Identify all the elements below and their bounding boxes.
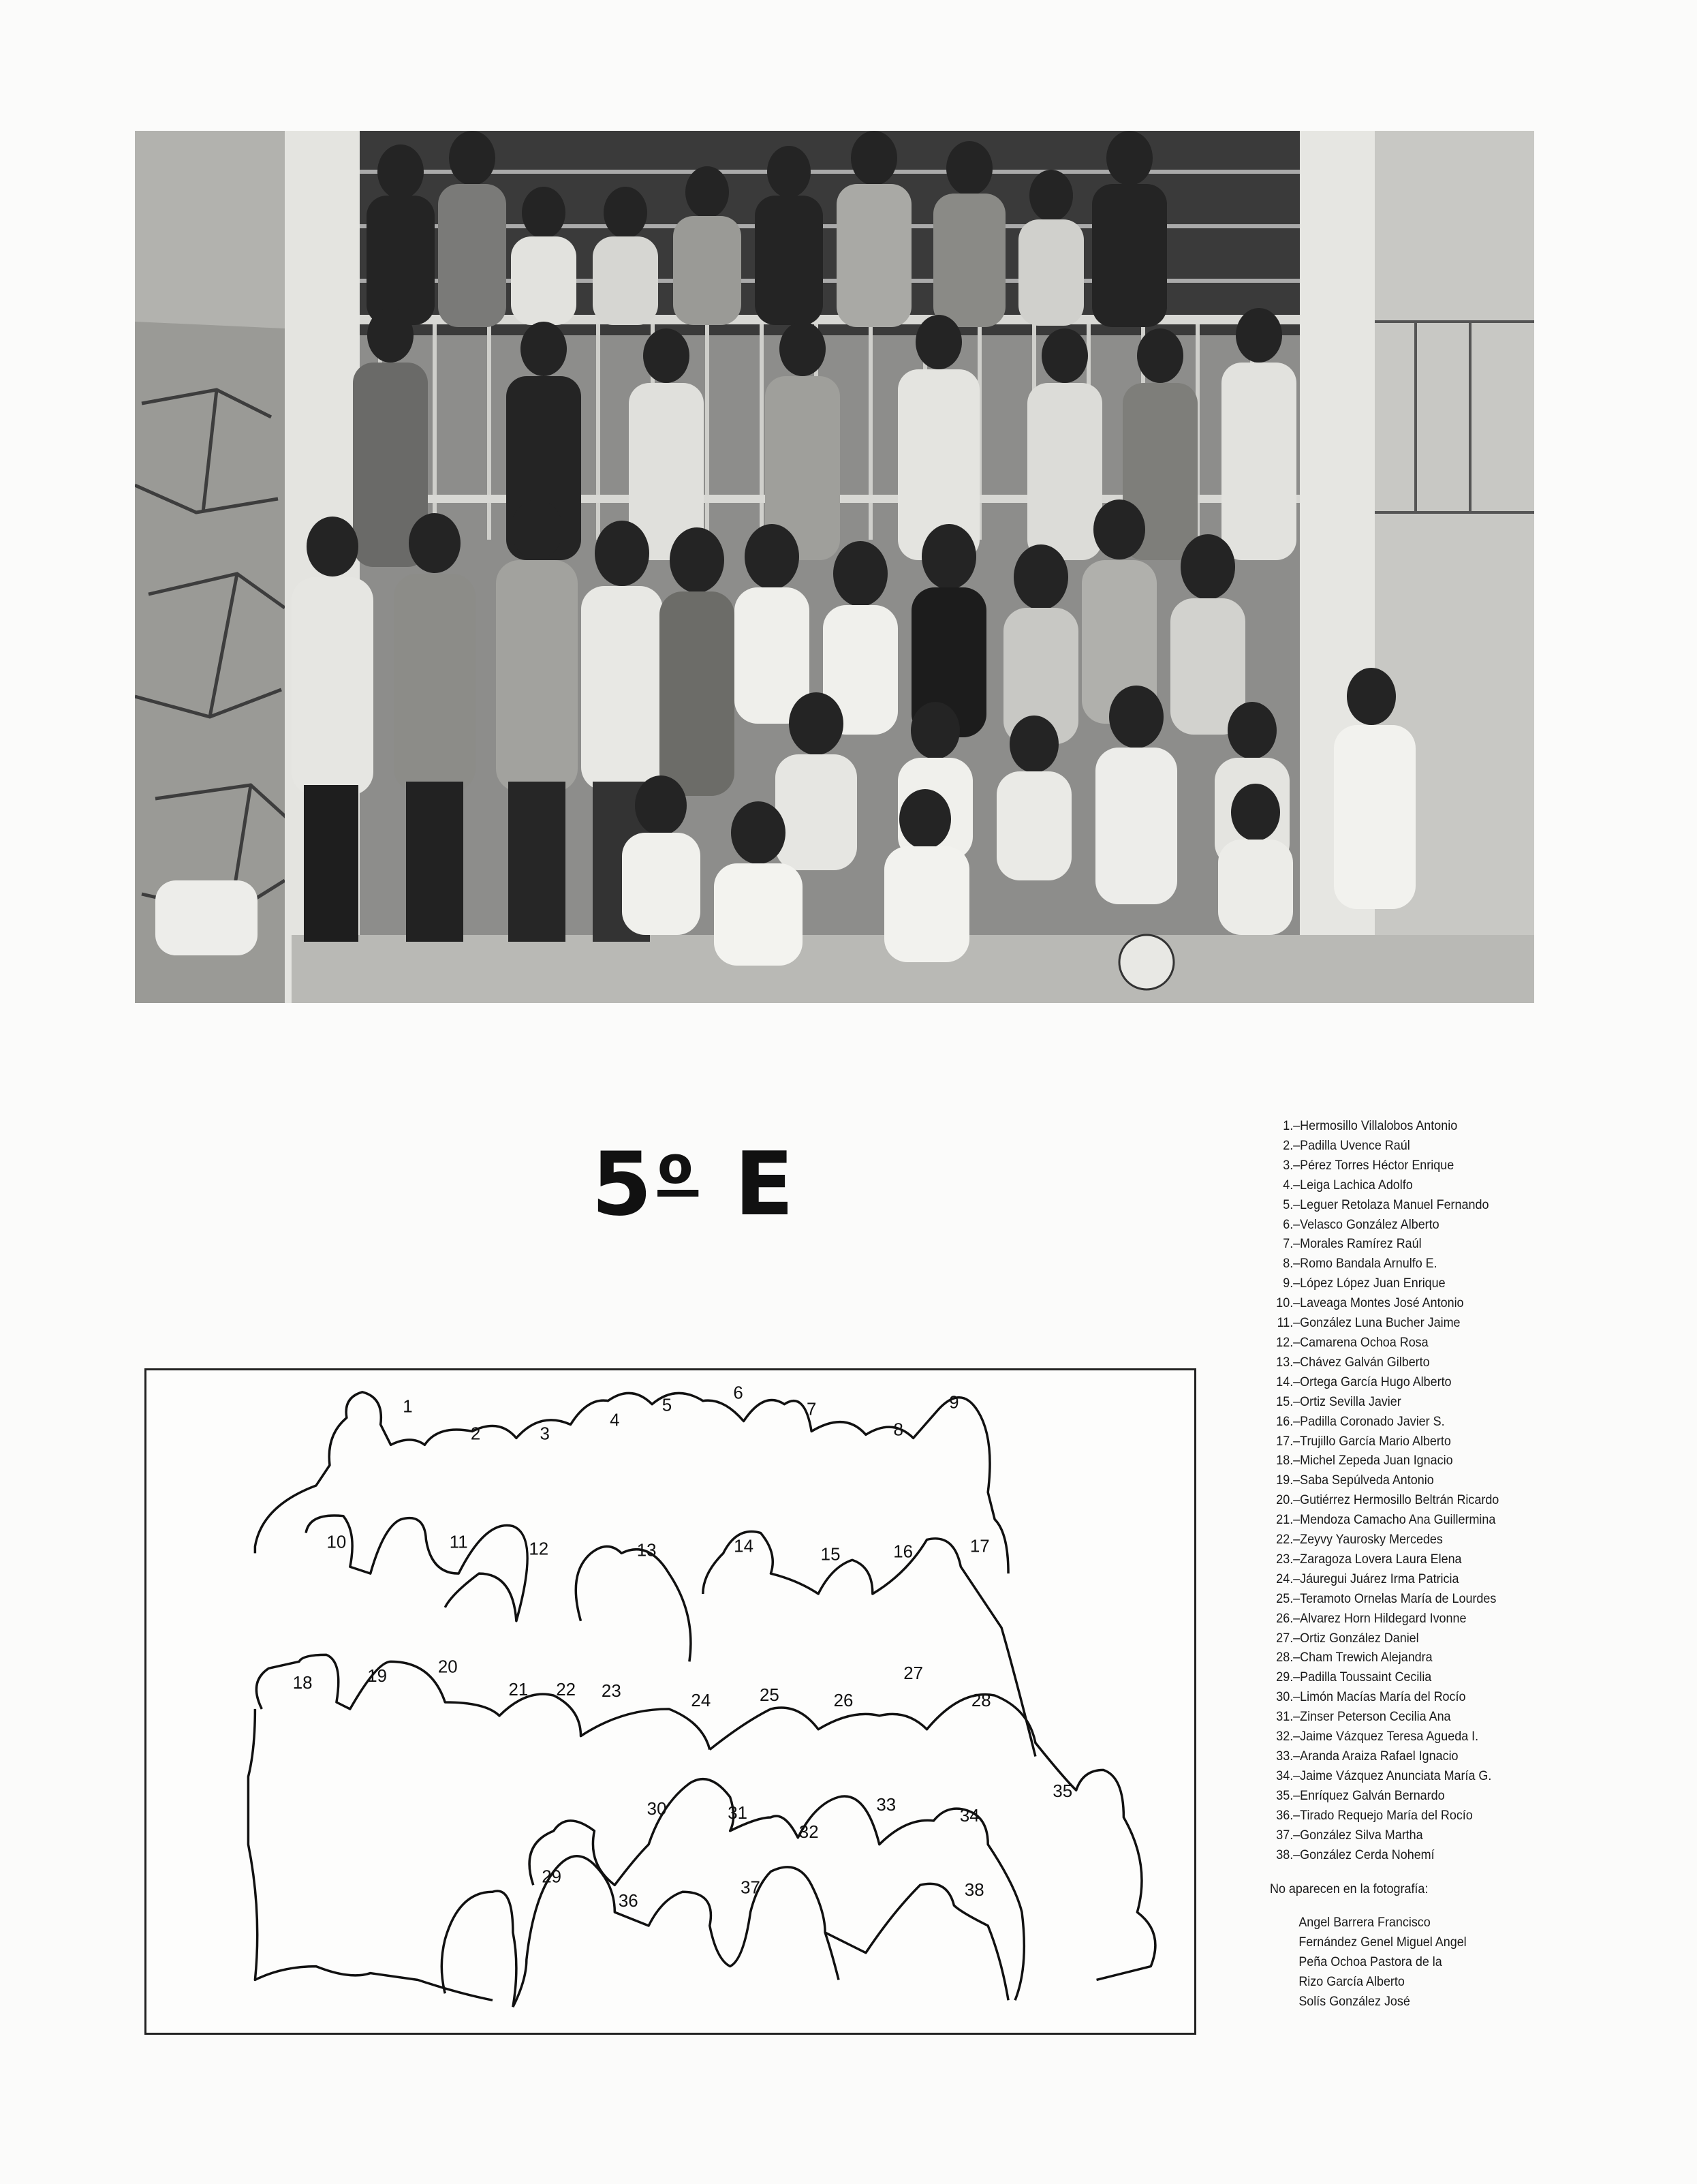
student-number: 33.– <box>1276 1749 1301 1764</box>
absent-heading: No aparecen en la fotografía: <box>1270 1881 1429 1897</box>
group-photo-image <box>135 131 1534 1003</box>
student-item <box>1270 1687 1558 1707</box>
student-number: 29.– <box>1276 1670 1301 1685</box>
student-item <box>1270 1727 1558 1747</box>
student-item <box>1270 1234 1558 1254</box>
student-item <box>1270 1707 1558 1727</box>
student-name: López López Juan Enrique <box>1300 1276 1446 1291</box>
class-group-photo <box>135 131 1534 1003</box>
diagram-label-21: 21 <box>508 1680 529 1700</box>
diagram-label-9: 9 <box>949 1393 959 1413</box>
student-number: 15.– <box>1276 1394 1301 1409</box>
student-name: Hermosillo Villalobos Antonio <box>1300 1118 1458 1133</box>
student-name: Ortiz Sevilla Javier <box>1300 1394 1401 1409</box>
student-item <box>1270 1372 1558 1392</box>
student-roster <box>1270 1116 1558 2012</box>
student-item <box>1270 1215 1558 1235</box>
diagram-label-2: 2 <box>470 1424 481 1444</box>
student-number: 24.– <box>1276 1571 1301 1586</box>
diagram-label-16: 16 <box>893 1542 914 1562</box>
student-name: Zinser Peterson Cecilia Ana <box>1300 1709 1451 1725</box>
student-list <box>1270 1116 1558 1864</box>
student-number: 19.– <box>1276 1473 1301 1488</box>
absent-item: Rizo García Alberto <box>1298 1974 1405 1990</box>
student-number: 12.– <box>1276 1334 1301 1350</box>
diagram-label-37: 37 <box>741 1878 760 1898</box>
student-name: Chávez Galván Gilberto <box>1300 1354 1430 1370</box>
class-group: E <box>734 1134 800 1235</box>
student-name: González Silva Martha <box>1300 1827 1423 1843</box>
student-name: Limón Macías María del Rocío <box>1300 1689 1466 1705</box>
diagram-label-4: 4 <box>610 1411 620 1430</box>
student-name: Zeyvy Yaurosky Mercedes <box>1300 1532 1443 1548</box>
student-number: 30.– <box>1276 1689 1301 1705</box>
student-item <box>1270 1333 1558 1353</box>
student-number: 32.– <box>1276 1729 1301 1744</box>
student-number: 7.– <box>1283 1236 1301 1252</box>
student-item <box>1270 1667 1558 1687</box>
student-number: 36.– <box>1276 1807 1301 1823</box>
student-name: Michel Zepeda Juan Ignacio <box>1300 1453 1453 1468</box>
student-item <box>1270 1432 1558 1451</box>
student-item <box>1270 1786 1558 1806</box>
diagram-label-33: 33 <box>876 1796 897 1815</box>
student-number: 1.– <box>1283 1118 1301 1133</box>
student-item <box>1270 1175 1558 1195</box>
student-number: 13.– <box>1276 1354 1301 1370</box>
student-name: Jáuregui Juárez Irma Patricia <box>1300 1571 1459 1586</box>
student-item <box>1270 1550 1558 1569</box>
student-name: Romo Bandala Arnulfo E. <box>1300 1256 1437 1272</box>
student-item <box>1270 1629 1558 1648</box>
student-name: Laveaga Montes José Antonio <box>1300 1295 1464 1311</box>
student-name: Ortega García Hugo Alberto <box>1300 1374 1452 1389</box>
student-name: Tirado Requejo María del Rocío <box>1300 1807 1473 1823</box>
diagram-label-24: 24 <box>691 1691 711 1710</box>
diagram-label-34: 34 <box>959 1806 980 1826</box>
student-item <box>1270 1353 1558 1372</box>
absent-item: Angel Barrera Francisco <box>1298 1915 1431 1931</box>
diagram-label-8: 8 <box>893 1420 903 1440</box>
diagram-label-11: 11 <box>449 1533 468 1552</box>
student-number: 6.– <box>1283 1216 1301 1232</box>
diagram-label-25: 25 <box>760 1686 779 1705</box>
diagram-label-29: 29 <box>542 1867 562 1887</box>
student-item <box>1270 1845 1558 1865</box>
student-name: Cham Trewich Alejandra <box>1300 1650 1433 1665</box>
student-number: 37.– <box>1276 1827 1301 1843</box>
student-name: Jaime Vázquez Anunciata María G. <box>1300 1768 1492 1783</box>
student-item <box>1270 1195 1558 1215</box>
student-name: Jaime Vázquez Teresa Agueda I. <box>1300 1729 1479 1744</box>
student-item <box>1270 1392 1558 1412</box>
diagram-label-23: 23 <box>601 1682 621 1702</box>
student-number: 26.– <box>1276 1610 1301 1626</box>
diagram-label-36: 36 <box>618 1892 638 1911</box>
student-item <box>1270 1530 1558 1550</box>
student-name: Camarena Ochoa Rosa <box>1300 1334 1429 1350</box>
student-item <box>1270 1451 1558 1471</box>
student-name: Leguer Retolaza Manuel Fernando <box>1300 1197 1489 1212</box>
student-item <box>1270 1569 1558 1589</box>
student-name: Alvarez Horn Hildegard Ivonne <box>1300 1610 1467 1626</box>
diagram-label-22: 22 <box>556 1680 576 1700</box>
student-name: Padilla Coronado Javier S. <box>1300 1413 1445 1429</box>
student-name: Padilla Toussaint Cecilia <box>1300 1670 1432 1685</box>
student-number: 3.– <box>1283 1157 1301 1173</box>
student-item <box>1270 1136 1558 1156</box>
student-item <box>1270 1510 1558 1530</box>
student-number: 10.– <box>1276 1295 1301 1311</box>
diagram-label-10: 10 <box>326 1533 347 1552</box>
student-item <box>1270 1766 1558 1786</box>
student-number: 27.– <box>1276 1630 1301 1646</box>
diagram-label-38: 38 <box>964 1881 984 1901</box>
student-name: González Luna Bucher Jaime <box>1300 1315 1461 1331</box>
student-item <box>1270 1747 1558 1766</box>
class-grade: 5 <box>591 1134 658 1235</box>
student-number: 38.– <box>1276 1847 1301 1862</box>
student-item <box>1270 1313 1558 1333</box>
student-name: Trujillo García Mario Alberto <box>1300 1433 1451 1449</box>
student-name: Gutiérrez Hermosillo Beltrán Ricardo <box>1300 1492 1499 1508</box>
diagram-label-27: 27 <box>903 1664 924 1684</box>
student-item <box>1270 1274 1558 1293</box>
student-name: Enríquez Galván Bernardo <box>1300 1787 1445 1803</box>
student-item <box>1270 1156 1558 1175</box>
student-item <box>1270 1826 1558 1845</box>
student-name: Teramoto Ornelas María de Lourdes <box>1300 1590 1497 1606</box>
student-item <box>1270 1412 1558 1432</box>
student-item <box>1270 1490 1558 1510</box>
student-number: 5.– <box>1283 1197 1301 1212</box>
student-number: 25.– <box>1276 1590 1301 1606</box>
diagram-label-17: 17 <box>969 1537 990 1556</box>
class-ordinal: o <box>657 1135 699 1195</box>
student-number: 16.– <box>1276 1413 1301 1429</box>
diagram-label-6: 6 <box>733 1383 743 1403</box>
student-number: 31.– <box>1276 1709 1301 1725</box>
absent-item: Solís González José <box>1298 1993 1410 2009</box>
absent-item: Fernández Genel Miguel Angel <box>1298 1935 1467 1950</box>
student-item <box>1270 1293 1558 1313</box>
student-number: 2.– <box>1283 1137 1301 1153</box>
student-item <box>1270 1589 1558 1609</box>
diagram-label-28: 28 <box>971 1691 991 1710</box>
student-number: 35.– <box>1276 1787 1301 1803</box>
student-name: Morales Ramírez Raúl <box>1300 1236 1422 1252</box>
diagram-label-3: 3 <box>540 1424 550 1444</box>
student-name: Leiga Lachica Adolfo <box>1300 1177 1413 1193</box>
diagram-label-7: 7 <box>806 1400 817 1419</box>
student-number: 11.– <box>1277 1315 1301 1331</box>
diagram-label-18: 18 <box>292 1674 313 1693</box>
student-number: 8.– <box>1283 1256 1301 1272</box>
student-name: González Cerda Nohemí <box>1300 1847 1435 1862</box>
student-number: 14.– <box>1276 1374 1301 1389</box>
diagram-label-1: 1 <box>403 1397 413 1417</box>
student-name: Pérez Torres Héctor Enrique <box>1300 1157 1454 1173</box>
student-item <box>1270 1648 1558 1667</box>
student-item <box>1270 1609 1558 1629</box>
diagram-label-14: 14 <box>734 1537 753 1556</box>
absent-item: Peña Ochoa Pastora de la <box>1298 1954 1442 1970</box>
student-name: Aranda Araiza Rafael Ignacio <box>1300 1749 1459 1764</box>
absent-list <box>1298 1913 1558 2012</box>
student-number: 23.– <box>1276 1551 1301 1567</box>
student-number: 21.– <box>1276 1512 1301 1528</box>
student-item <box>1270 1116 1558 1136</box>
diagram-label-15: 15 <box>820 1545 841 1565</box>
student-number: 28.– <box>1276 1650 1301 1665</box>
diagram-label-19: 19 <box>367 1667 388 1687</box>
student-name: Saba Sepúlveda Antonio <box>1300 1473 1434 1488</box>
student-name: Velasco González Alberto <box>1300 1216 1439 1232</box>
student-number: 34.– <box>1276 1768 1301 1783</box>
class-title <box>591 1118 877 1235</box>
diagram-label-31: 31 <box>728 1803 748 1823</box>
student-number: 4.– <box>1283 1177 1301 1193</box>
diagram-label-12: 12 <box>529 1539 549 1559</box>
student-item <box>1270 1471 1558 1490</box>
student-number: 22.– <box>1276 1532 1301 1548</box>
student-name: Ortiz González Daniel <box>1300 1630 1419 1646</box>
diagram-label-13: 13 <box>636 1541 657 1560</box>
diagram-label-35: 35 <box>1053 1782 1073 1802</box>
diagram-label-30: 30 <box>647 1800 667 1819</box>
student-number: 20.– <box>1276 1492 1301 1508</box>
student-name: Padilla Uvence Raúl <box>1300 1137 1410 1153</box>
diagram-label-5: 5 <box>661 1396 672 1415</box>
student-number: 17.– <box>1276 1433 1301 1449</box>
photo-key-diagram <box>144 1368 1196 2035</box>
student-item <box>1270 1806 1558 1826</box>
diagram-label-20: 20 <box>437 1657 458 1677</box>
student-number: 9.– <box>1283 1276 1301 1291</box>
silhouette-key <box>146 1370 1194 2033</box>
diagram-label-26: 26 <box>833 1691 854 1710</box>
student-name: Mendoza Camacho Ana Guillermina <box>1300 1512 1496 1528</box>
student-number: 18.– <box>1276 1453 1301 1468</box>
student-name: Zaragoza Lovera Laura Elena <box>1300 1551 1462 1567</box>
student-item <box>1270 1254 1558 1274</box>
diagram-label-32: 32 <box>798 1822 819 1842</box>
